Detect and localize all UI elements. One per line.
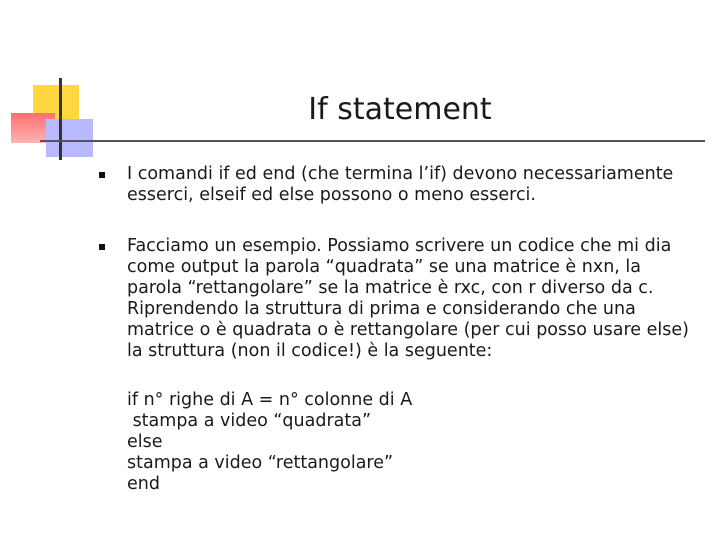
decor-vertical-rule — [59, 78, 62, 160]
title-underline — [40, 140, 705, 142]
code-line-5: end — [127, 474, 160, 494]
code-line-2: stampa a video “quadrata” — [127, 411, 372, 431]
bullet-marker-1 — [99, 172, 105, 178]
code-line-4: stampa a video “rettangolare” — [127, 453, 394, 473]
slide-title: If statement — [308, 92, 492, 127]
code-line-1: if n° righe di A = n° colonne di A — [127, 390, 413, 410]
bullet-marker-2 — [99, 244, 105, 250]
bullet-text-1: I comandi if ed end (che termina l’if) devono necessariamente esserci, elseif ed else possono o meno esserci. — [127, 164, 674, 205]
bullet-text-2: Facciamo un esempio. Possiamo scrivere un codice che mi dia come output la parola “quadrata” se una matrice è nxn, la parola “rettangolare” se la matrice è rxc, con r diverso da c. Riprendendo la struttura di prima e considerando che una matrice o è quadrata o è rettangolare (per cui posso usare else) la struttura (non il codice!) è la seguente: — [127, 236, 689, 361]
code-line-3: else — [127, 432, 163, 452]
